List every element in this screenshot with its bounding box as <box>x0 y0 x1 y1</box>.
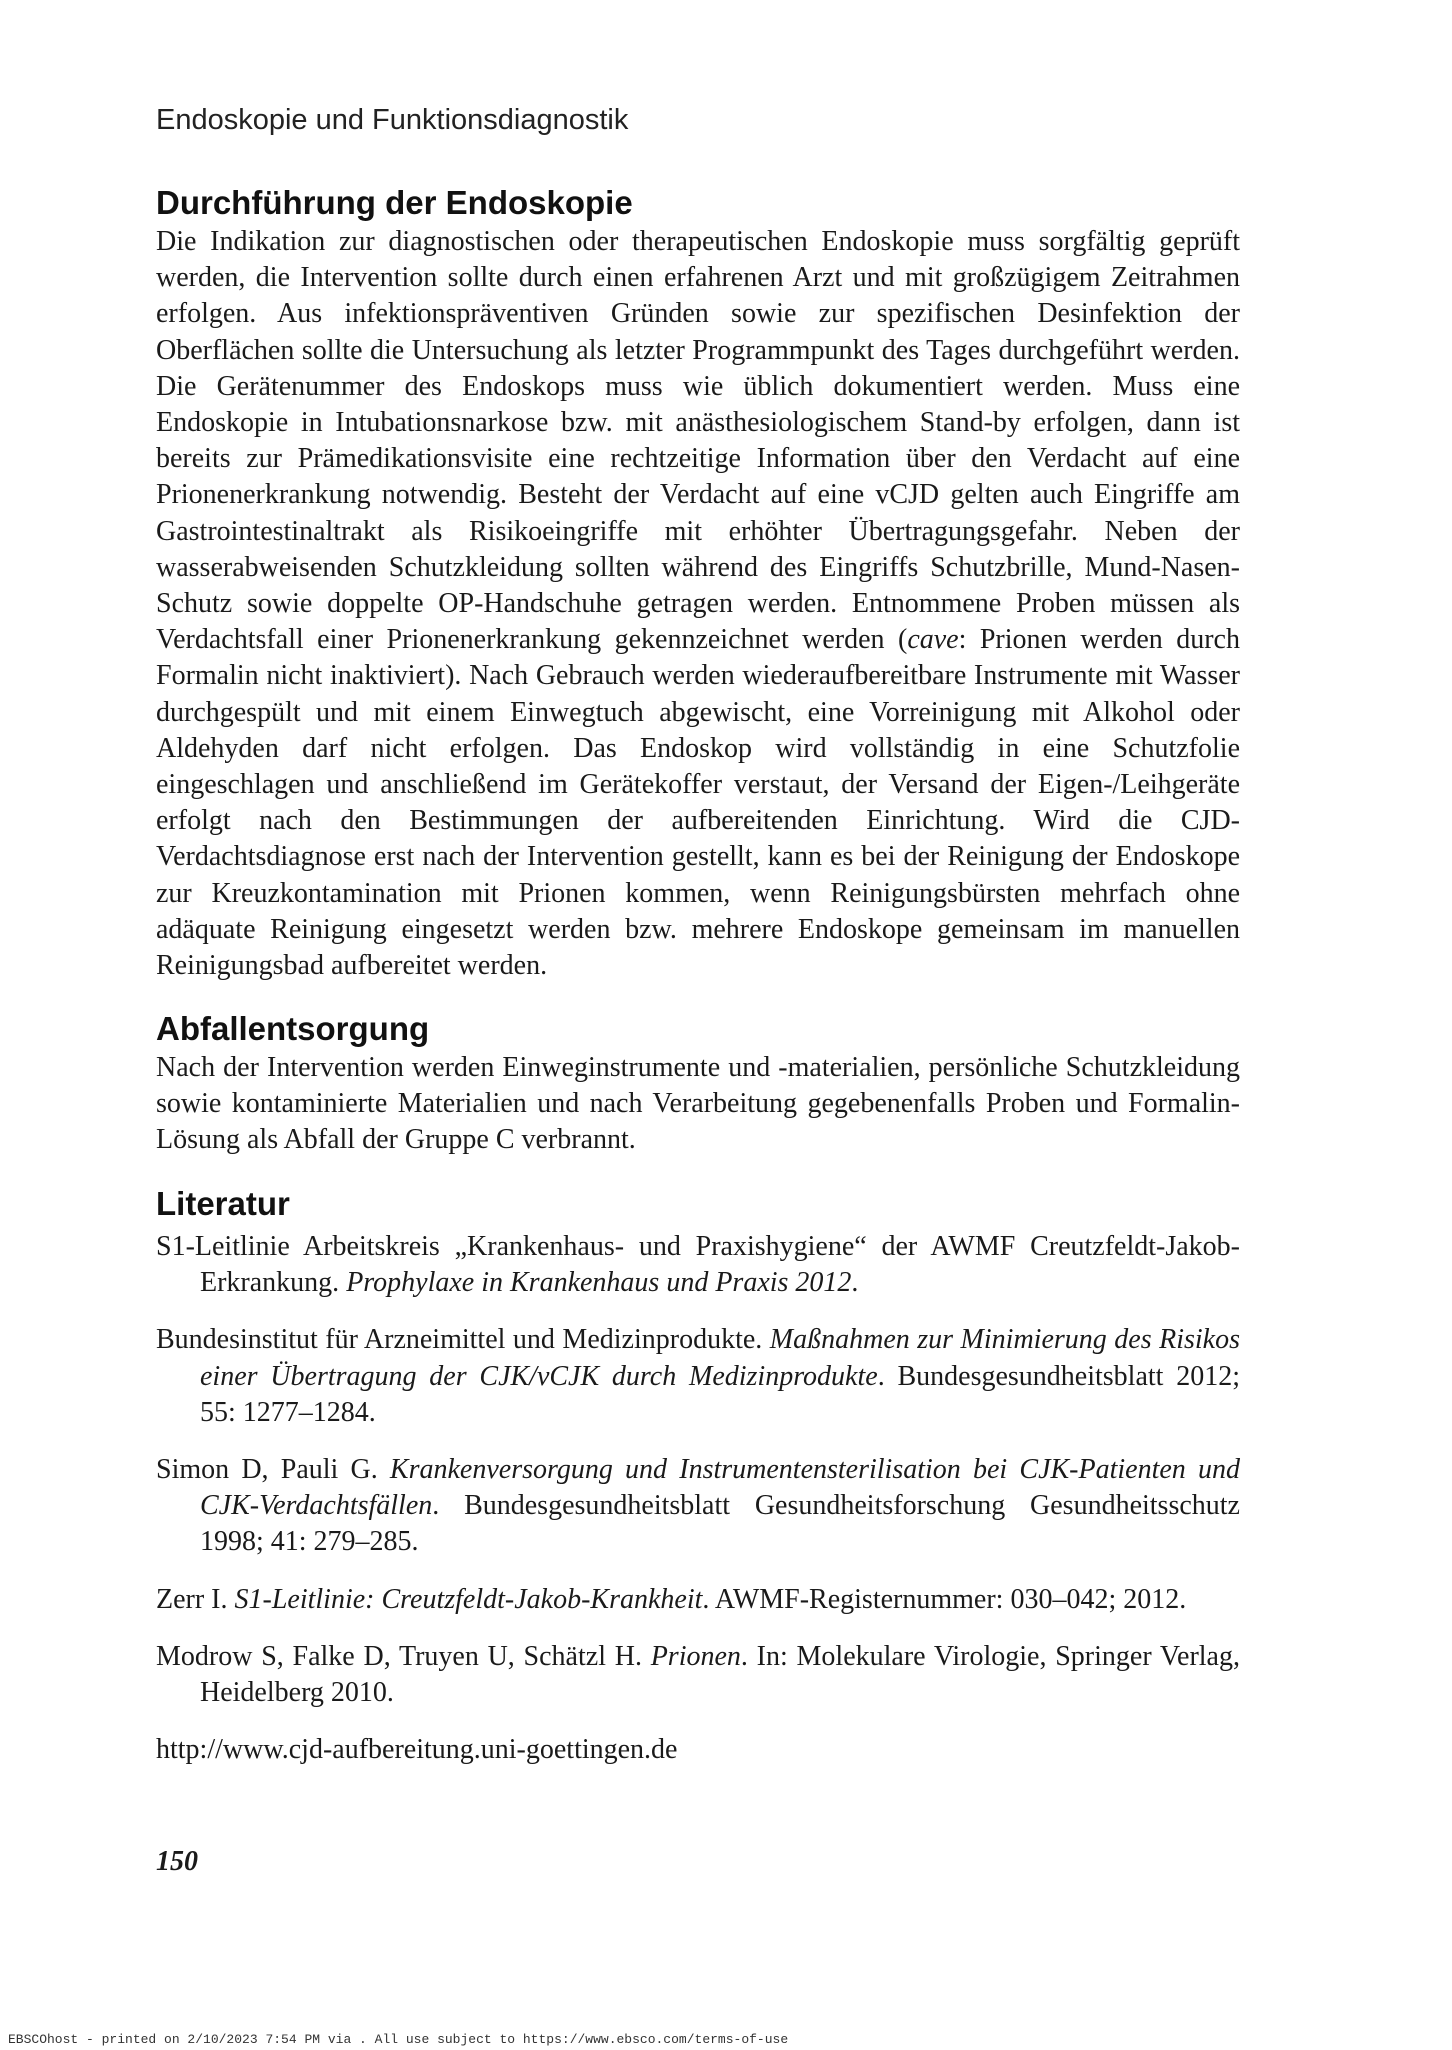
reference-title: Prophylaxe in Krankenhaus und Praxis 2012 <box>346 1267 852 1299</box>
reference-text: Simon D, Pauli G. <box>156 1454 390 1486</box>
reference-item <box>156 1229 1240 1301</box>
body-text-part: : Prionen werden durch Formalin nicht inaktiviert). Nach Gebrauch werden wiederaufbereitbare Instrumente mit Wasser durchgespült und mit einem Einwegtuch abgewischt, eine Vorreinigung mit Alkohol oder Aldehyden darf nicht erfolgen. Das Endoskop wird vollständig in eine Schutzfolie eingeschlagen und anschließend im Gerätekoffer verstaut, der Versand der Eigen-/Leihgeräte erfolgt nach den Bestimmungen der aufbereitenden Einrichtung. Wird die CJD-Verdachtsdiagnose erst nach der Intervention gestellt, kann es bei der Reinigung der Endoskope zur Kreuzkontamination mit Prionen kommen, wenn Reinigungsbürsten mehrfach ohne adäquate Reinigung eingesetzt werden bzw. mehrere Endoskope gemeinsam im manuellen Reinigungsbad aufbereitet werden. <box>156 624 1240 982</box>
reference-url <box>156 1732 1240 1768</box>
reference-item <box>156 1639 1240 1711</box>
reference-title: Krankenversorgung und Instrumentensterilisation bei CJK-Patienten und CJK-Verdachtsfällen <box>200 1454 1240 1522</box>
section-body-abfall: Nach der Intervention werden Einweginstrumente und -materialien, persönliche Schutzkleidung sowie kontaminierte Materialien und nach Verarbeitung gegebenenfalls Proben und Formalin-Lösung als Abfall der Gruppe C verbrannt. <box>156 1052 1240 1156</box>
reference-text: Bundesinstitut für Arzneimittel und Medizinprodukte. <box>156 1324 770 1356</box>
body-text-italic: cave <box>907 624 959 656</box>
page-number: 150 <box>156 1846 198 1877</box>
running-head: Endoskopie und Funktionsdiagnostik <box>156 104 629 136</box>
section-durchfuehrung <box>156 182 1240 984</box>
body-text-part: Die Indikation zur diagnostischen oder therapeutischen Endoskopie muss sorgfältig geprüft werden, die Intervention sollte durch einen erfahrenen Arzt und mit großzügigem Zeitrahmen erfolgen. Aus infektionspräventiven Gründen sowie zur spezifischen Desinfektion der Oberflächen sollte die Untersuchung als letzter Programmpunkt des Tages durchgeführt werden. Die Gerätenummer des Endoskops muss wie üblich dokumentiert werden. Muss eine Endoskopie in Intubationsnarkose bzw. mit anästhesiologischem Stand-by erfolgen, dann ist bereits zur Prämedikationsvisite eine rechtzeitige Information über den Verdacht auf eine Prionenerkrankung notwendig. Besteht der Verdacht auf eine vCJD gelten auch Eingriffe am Gastrointestinaltrakt als Risikoeingriffe mit erhöhter Übertragungsgefahr. Neben der wasserabweisenden Schutzkleidung sollten während des Eingriffs Schutzbrille, Mund-Nasen-Schutz sowie doppelte OP-Handschuhe getragen werden. Entnommene Proben müssen als Verdachtsfall einer Prionenerkrankung gekennzeichnet werden ( <box>156 226 1240 656</box>
reference-text: . AWMF-Registernummer: 030–042; 2012. <box>702 1583 1187 1615</box>
reference-title: S1-Leitlinie: Creutzfeldt-Jakob-Krankheit <box>234 1583 703 1615</box>
section-abfall <box>156 1008 1240 1159</box>
reference-item <box>156 1582 1240 1618</box>
reference-text: http://www.cjd-aufbereitung.uni-goettingen.de <box>156 1734 678 1766</box>
reference-text: Zerr I. <box>156 1583 235 1615</box>
print-footer: EBSCOhost - printed on 2/10/2023 7:54 PM via . All use subject to https://www.ebsco.com/terms-of-use <box>8 2032 789 2047</box>
reference-text: S1-Leitlinie Arbeitskreis „Krankenhaus- und Praxishygiene“ der AWMF Creutzfeldt-Jakob-Erkrankung. <box>156 1231 1240 1299</box>
reference-text: . Bundesgesundheitsblatt Gesundheitsforschung Gesundheitsschutz 1998; 41: 279–285. <box>200 1490 1240 1558</box>
section-heading-literatur: Literatur <box>156 1185 290 1222</box>
reference-item <box>156 1452 1240 1561</box>
reference-list <box>156 1229 1240 1768</box>
reference-item <box>156 1322 1240 1431</box>
reference-title: Maßnahmen zur Minimierung des Risikos einer Übertragung der CJK/vCJK durch Medizinprodukte <box>200 1324 1240 1392</box>
section-body-durchfuehrung <box>156 224 1240 984</box>
reference-text: . In: Molekulare Virologie, Springer Verlag, Heidelberg 2010. <box>200 1640 1240 1709</box>
section-heading-abfall: Abfallentsorgung <box>156 1010 430 1047</box>
section-literatur <box>156 1183 1240 1789</box>
reference-text: . <box>851 1267 859 1299</box>
section-heading-durchfuehrung: Durchführung der Endoskopie <box>156 184 633 221</box>
reference-title: Prionen <box>650 1640 741 1672</box>
reference-text: . Bundesgesundheitsblatt 2012; 55: 1277–1284. <box>200 1360 1240 1428</box>
reference-text: Modrow S, Falke D, Truyen U, Schätzl H. <box>156 1640 651 1672</box>
